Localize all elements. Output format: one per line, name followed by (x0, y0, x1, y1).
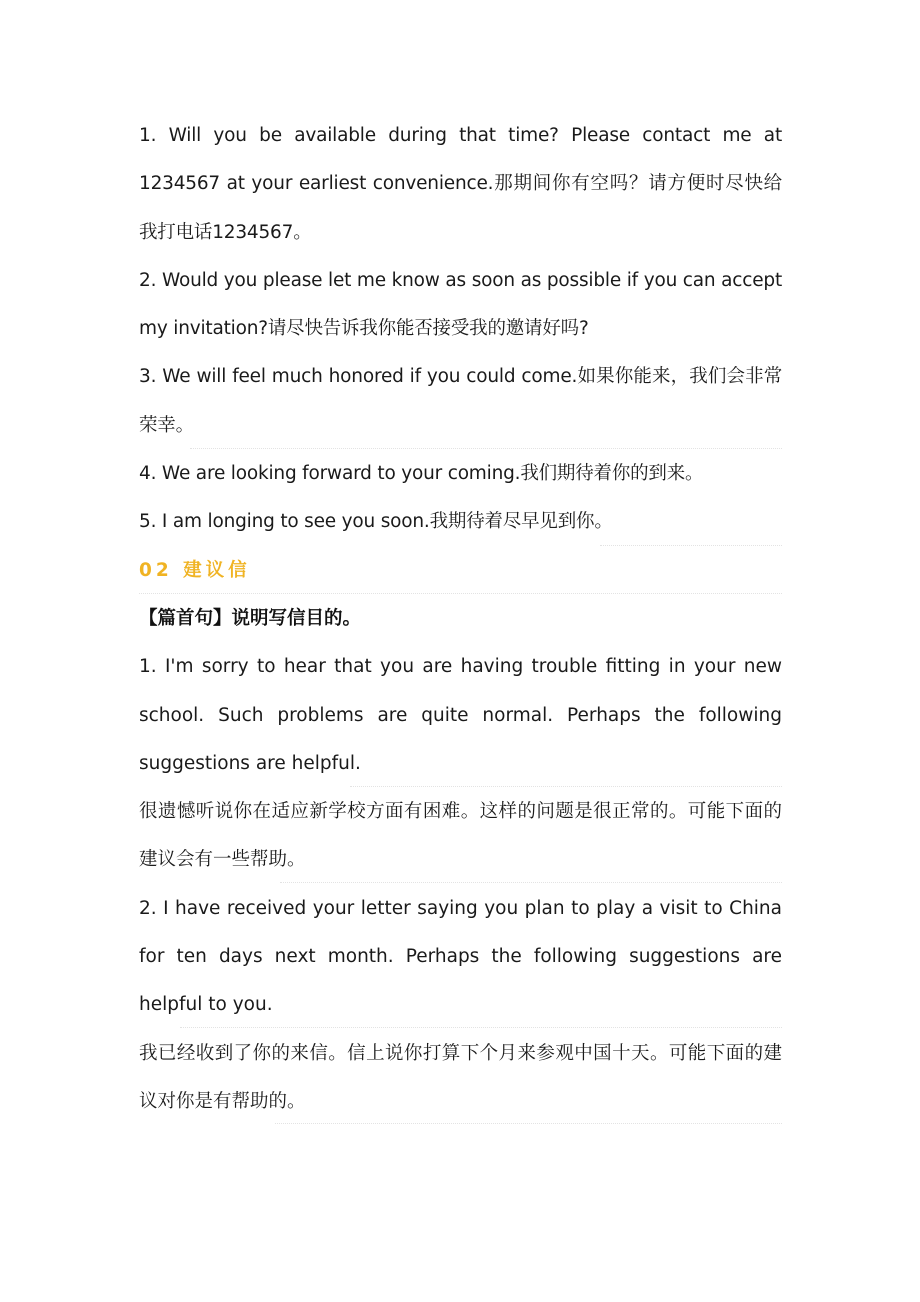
invitation-sentence-1: 1. Will you be available during that time? Please contact me at 1234567 at your earliest convenience.那期间你有空吗？请方便时尽快给我打电话1234567。 (139, 125, 782, 243)
section-heading-suggestion-letter: 02 建议信 (139, 559, 251, 581)
suggestion-paragraph-1-zh: 很遗憾听说你在适应新学校方面有困难。这样的问题是很正常的。可能下面的建议会有一些帮助。 (139, 801, 782, 871)
suggestion-paragraph-1-en: 1. I'm sorry to hear that you are having trouble fitting in your new school. Such problems are quite normal. Perhaps the following suggestions are helpful. (139, 656, 782, 774)
invitation-sentence-5: 5. I am longing to see you soon.我期待着尽早见到你。 (139, 511, 613, 533)
invitation-sentence-3: 3. We will feel much honored if you could come.如果你能来，我们会非常荣幸。 (139, 366, 782, 436)
invitation-sentence-4: 4. We are looking forward to your coming.我们期待着你的到来。 (139, 463, 704, 485)
document-content (139, 112, 782, 1126)
invitation-sentence-2: 2. Would you please let me know as soon as possible if you can accept my invitation?请尽快告诉我你能否接受我的邀请好吗? (139, 269, 782, 340)
suggestion-paragraph-2-zh: 我已经收到了你的来信。信上说你打算下个月来参观中国十天。可能下面的建议对你是有帮助的。 (139, 1042, 782, 1112)
suggestion-paragraph-2-en: 2. I have received your letter saying you plan to play a visit to China for ten days next month. Perhaps the following suggestions are helpful to you. (139, 897, 782, 1016)
section-subheading-opening: 【篇首句】说明写信目的。 (139, 607, 362, 629)
